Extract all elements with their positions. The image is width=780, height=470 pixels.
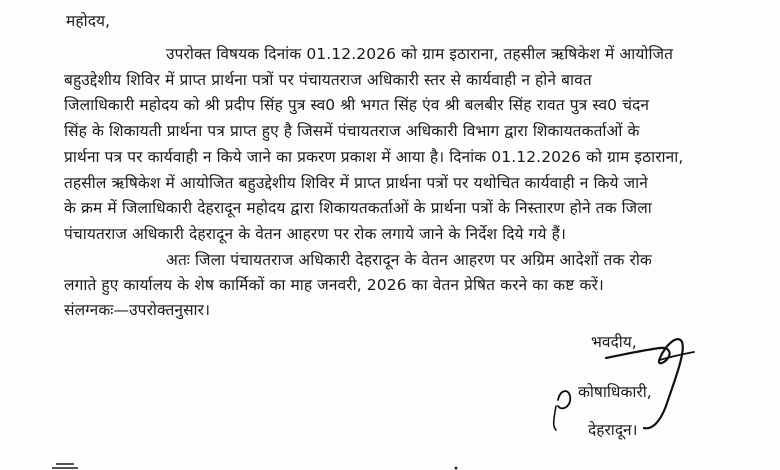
body-line-5: प्रार्थना पत्र पर कार्यवाही न किये जाने का प्रकरण प्रकाश में आया है। दिनांक 01.12.2026 को ग्राम इठाराना, [64, 148, 684, 166]
enclosure-line: संलग्नकः—उपरोक्तनुसार। [64, 301, 211, 319]
body-line-2: बहुउद्देशीय शिविर में प्राप्त प्रार्थना पत्रों पर पंचायतराज अधिकारी स्तर से कार्यवाही न होने बावत [64, 71, 592, 89]
designation-text: कोषाधिकारी, [578, 383, 652, 401]
cropped-next-line [52, 458, 752, 470]
place-text: देहरादून। [588, 421, 638, 439]
body-line-8: पंचायतराज अधिकारी देहरादून के वेतन आहरण पर रोक लगाये जाने के निर्देश दिये गये हैं। [64, 225, 566, 243]
closing-text: भवदीय, [591, 333, 637, 351]
body-line-7: के क्रम में जिलाधिकारी देहरादून महोदय द्वारा शिकायतकर्ताओं के प्रार्थना पत्रों के निस्तारण होने तक जिला [64, 199, 652, 217]
body-line-10: लगाते हुए कार्यालय के शेष कार्मिकों का माह जनवरी, 2026 का वेतन प्रेषित करने का कष्ट करें। [64, 276, 604, 294]
body-line-4: सिंह के शिकायती प्रार्थना पत्र प्राप्त हुए है जिसमें पंचायतराज अधिकारी विभाग द्वारा शिकायतकर्ताओं के [64, 122, 640, 140]
body-line-6: तहसील ऋषिकेश में आयोजित बहुउद्देशीय शिविर में प्राप्त प्रार्थना पत्रों पर यथोचित कार्यवाही न किये जाने [64, 174, 648, 192]
salutation: महोदय, [66, 12, 111, 30]
body-line-3: जिलाधिकारी महोदय को श्री प्रदीप सिंह पुत्र स्व0 श्री भगत सिंह एंव श्री बलबीर सिंह रावत पुत्र स्व0 चंदन [64, 96, 650, 114]
body-line-9: अतः जिला पंचायतराज अधिकारी देहरादून के वेतन आहरण पर अग्रिम आदेशों तक रोक [166, 251, 652, 269]
body-line-1: उपरोक्त विषयक दिनांक 01.12.2026 को ग्राम इठाराना, तहसील ऋषिकेश में आयोजित [166, 45, 674, 63]
